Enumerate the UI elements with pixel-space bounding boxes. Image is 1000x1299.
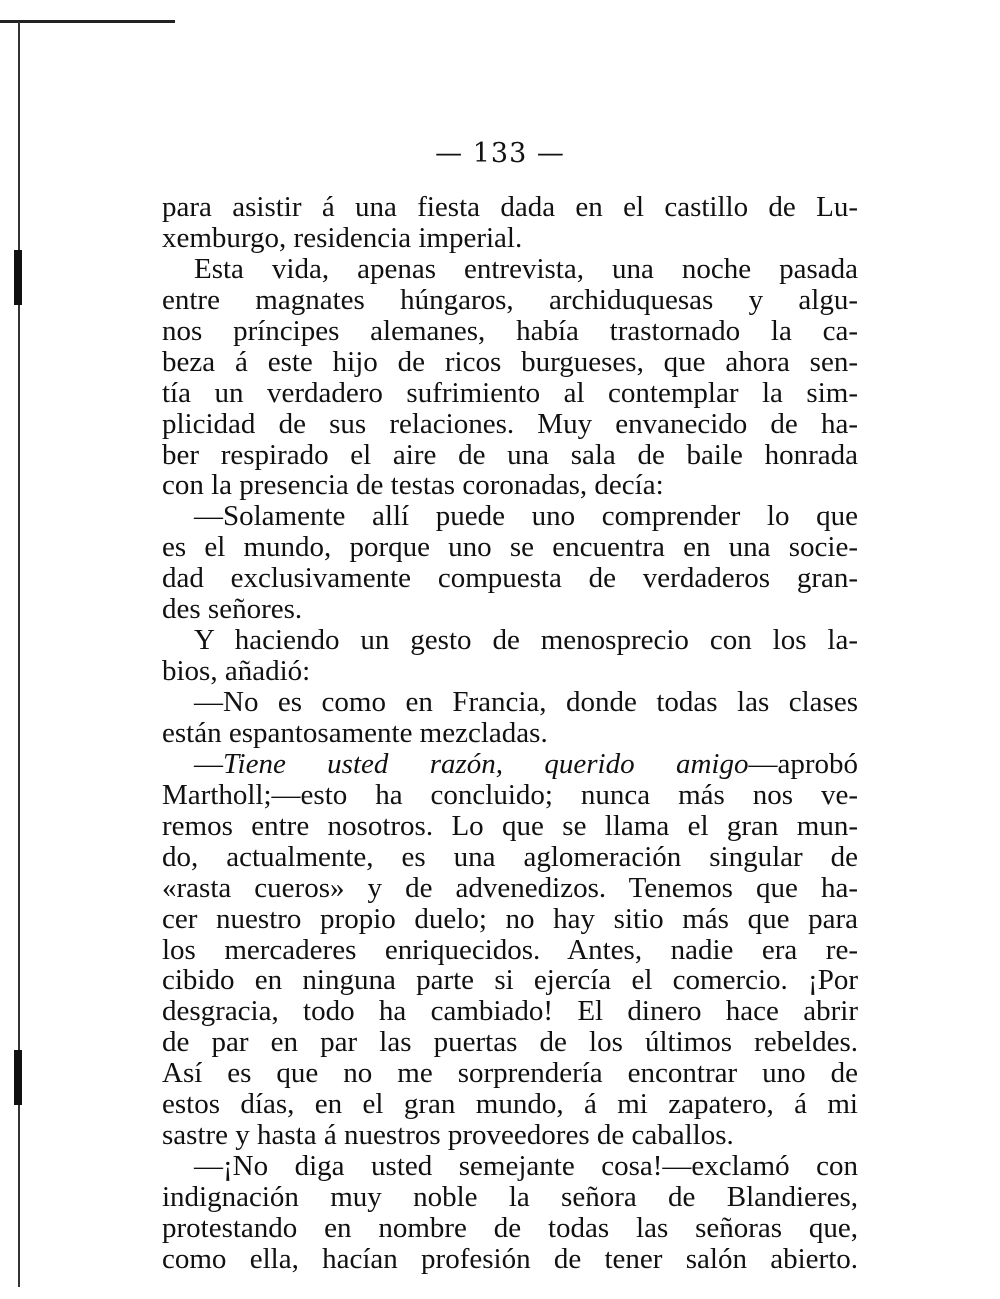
text-line: cer nuestro propio duelo; no hay sitio más que para <box>162 902 858 935</box>
text-line: de par en par las puertas de los últimos rebeldes. <box>162 1026 858 1059</box>
text-line: con la presencia de testas coronadas, decía: <box>162 469 664 502</box>
binding-mark <box>14 250 22 305</box>
binding-mark <box>14 1050 22 1105</box>
text-line: entre magnates húngaros, archiduquesas y algu- <box>162 283 858 316</box>
italic-quote: Tiene usted razón, querido amigo <box>223 747 749 780</box>
text-line: ber respirado el aire de una sala de baile honrada <box>162 438 858 471</box>
text-line: Así es que no me sorprendería encontrar uno de <box>162 1057 858 1090</box>
text-line: Martholl;—esto ha concluido; nunca más nos ve- <box>162 778 858 811</box>
text-line: estos días, en el gran mundo, á mi zapatero, á mi <box>162 1088 858 1121</box>
text-line: desgracia, todo ha cambiado! El dinero hace abrir <box>162 995 858 1028</box>
text-line: sastre y hasta á nuestros proveedores de caballos. <box>162 1119 734 1152</box>
text-line: dad exclusivamente compuesta de verdaderos gran- <box>162 562 858 595</box>
text-line: do, actualmente, es una aglomeración singular de <box>162 840 858 873</box>
text-line: tía un verdadero sufrimiento al contemplar la sim- <box>162 376 858 409</box>
text-line: los mercaderes enriquecidos. Antes, nadie era re- <box>162 933 858 966</box>
text-line: xemburgo, residencia imperial. <box>162 221 523 254</box>
text-line: Y haciendo un gesto de menosprecio con los la- <box>194 624 858 657</box>
text-line: beza á este hijo de ricos burgueses, que ahora sen- <box>162 345 858 378</box>
text-line: cibido en ninguna parte si ejercía el comercio. ¡Por <box>162 964 858 997</box>
body-text <box>162 192 858 1275</box>
text-line: —No es como en Francia, donde todas las clases <box>194 686 858 718</box>
text-line: plicidad de sus relaciones. Muy envanecido de ha- <box>162 407 858 440</box>
text-line: —¡No diga usted semejante cosa!—exclamó con <box>194 1150 858 1183</box>
text-line: remos entre nosotros. Lo que se llama el gran mun- <box>162 809 858 842</box>
text-line: —Solamente allí puede uno comprender lo que <box>194 500 858 533</box>
text-line: «rasta cueros» y de advenedizos. Tenemos que ha- <box>162 871 858 904</box>
text-line: están espantosamente mezcladas. <box>162 716 548 749</box>
text-line: bios, añadió: <box>162 655 311 688</box>
text-line: Esta vida, apenas entrevista, una noche pasada <box>194 252 858 285</box>
line-prefix: — <box>194 747 223 780</box>
text-line-with-italic <box>162 749 858 780</box>
text-line: indignación muy noble la señora de Blandieres, <box>162 1181 858 1213</box>
text-line: es el mundo, porque uno se encuentra en una socie- <box>162 531 858 564</box>
text-line: como ella, hacían profesión de tener salón abierto. <box>162 1242 858 1275</box>
page-number: — 133 — <box>435 138 565 169</box>
binding-rule-top <box>0 20 175 23</box>
text-line: para asistir á una fiesta dada en el castillo de Lu- <box>162 191 858 223</box>
text-line: protestando en nombre de todas las señoras que, <box>162 1211 858 1244</box>
text-line: nos príncipes alemanes, había trastornado la ca- <box>162 314 858 347</box>
line-suffix: —aprobó <box>748 747 858 780</box>
text-line: des señores. <box>162 593 303 626</box>
